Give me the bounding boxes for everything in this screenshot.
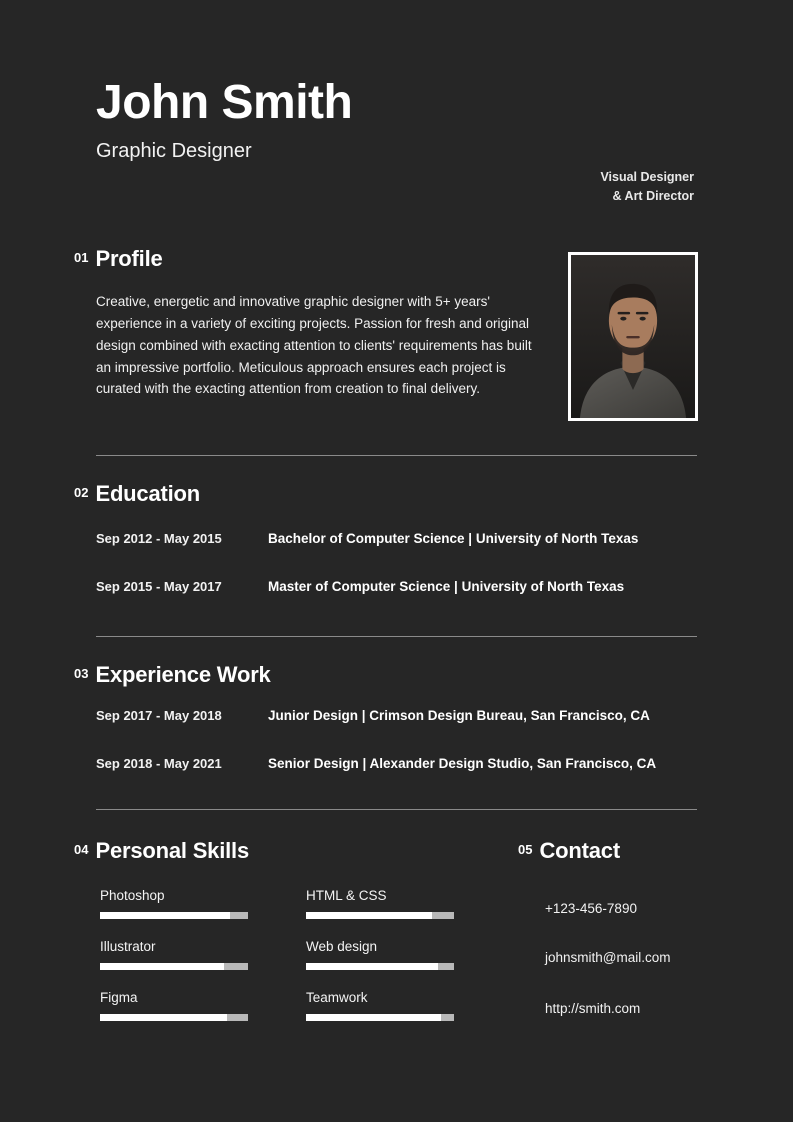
skill-label: Figma	[100, 990, 138, 1005]
skill-bar-track	[100, 912, 248, 919]
section-number-contact: 05	[518, 842, 533, 857]
skill-bar-track	[306, 1014, 454, 1021]
entry-date: Sep 2015 - May 2017	[96, 579, 222, 594]
section-heading-contact	[518, 838, 620, 864]
page-title: John Smith	[96, 76, 353, 129]
section-title-profile: Profile	[95, 246, 163, 271]
header	[96, 78, 696, 163]
contact-email[interactable]: johnsmith@mail.com	[545, 950, 671, 965]
job-role: Graphic Designer	[96, 140, 252, 163]
entry-description: Senior Design | Alexander Design Studio, San Francisco, CA	[268, 756, 657, 771]
divider	[96, 636, 697, 637]
entry-description: Master of Computer Science | University of North Texas	[268, 579, 625, 594]
section-heading-education	[74, 481, 200, 507]
skill-label: Photoshop	[100, 888, 165, 903]
skill-bar-track	[100, 1014, 248, 1021]
section-number-education: 02	[74, 485, 89, 500]
entry-date: Sep 2018 - May 2021	[96, 756, 222, 771]
skill-item	[306, 888, 454, 919]
skill-bar-fill	[306, 1014, 441, 1021]
skill-item	[100, 990, 248, 1021]
skill-item	[100, 888, 248, 919]
section-number-profile: 01	[74, 250, 89, 265]
skill-bar-track	[100, 963, 248, 970]
divider	[96, 455, 697, 456]
list-item	[96, 531, 638, 546]
divider	[96, 809, 697, 810]
skill-bar-track	[306, 963, 454, 970]
list-item	[96, 708, 650, 723]
portrait-photo-icon	[571, 255, 695, 418]
section-title-education: Education	[95, 481, 201, 506]
tagline-line-2: & Art Director	[612, 189, 694, 204]
section-heading-experience	[74, 662, 271, 688]
entry-date: Sep 2012 - May 2015	[96, 531, 222, 546]
skill-label: Web design	[306, 939, 378, 954]
entry-description: Bachelor of Computer Science | University of North Texas	[268, 531, 639, 546]
skill-bar-fill	[306, 963, 438, 970]
list-item	[96, 756, 656, 771]
tagline-line-1: Visual Designer	[600, 170, 694, 184]
header-tagline	[474, 168, 694, 207]
skill-label: Illustrator	[100, 939, 156, 954]
entry-description: Junior Design | Crimson Design Bureau, San Francisco, CA	[268, 708, 650, 723]
skill-label: HTML & CSS	[306, 888, 387, 903]
skill-bar-fill	[100, 1014, 227, 1021]
entry-date: Sep 2017 - May 2018	[96, 708, 222, 723]
section-heading-skills	[74, 838, 249, 864]
skill-item	[306, 939, 454, 970]
skill-bar-fill	[100, 912, 230, 919]
section-heading-profile	[74, 246, 163, 272]
section-title-contact: Contact	[539, 838, 620, 863]
skill-item	[306, 990, 454, 1021]
profile-paragraph: Creative, energetic and innovative graphic designer with 5+ years' experience in a variety of exciting projects. Passion for fresh and original design combined with exacting attention to clients' requirements has built an impressive portfolio. Meticulous approach ensures each project is curated with the exacting attention from creation to final delivery.	[96, 294, 532, 397]
skill-bar-fill	[306, 912, 432, 919]
contact-website[interactable]: http://smith.com	[545, 1001, 641, 1016]
contact-phone[interactable]: +123-456-7890	[545, 901, 637, 916]
skill-label: Teamwork	[306, 990, 368, 1005]
section-number-experience: 03	[74, 666, 89, 681]
skill-bar-track	[306, 912, 454, 919]
section-title-experience: Experience Work	[95, 662, 271, 687]
section-number-skills: 04	[74, 842, 89, 857]
skill-bar-fill	[100, 963, 224, 970]
list-item	[96, 579, 624, 594]
section-title-skills: Personal Skills	[95, 838, 249, 863]
skill-item	[100, 939, 248, 970]
avatar	[568, 252, 698, 421]
